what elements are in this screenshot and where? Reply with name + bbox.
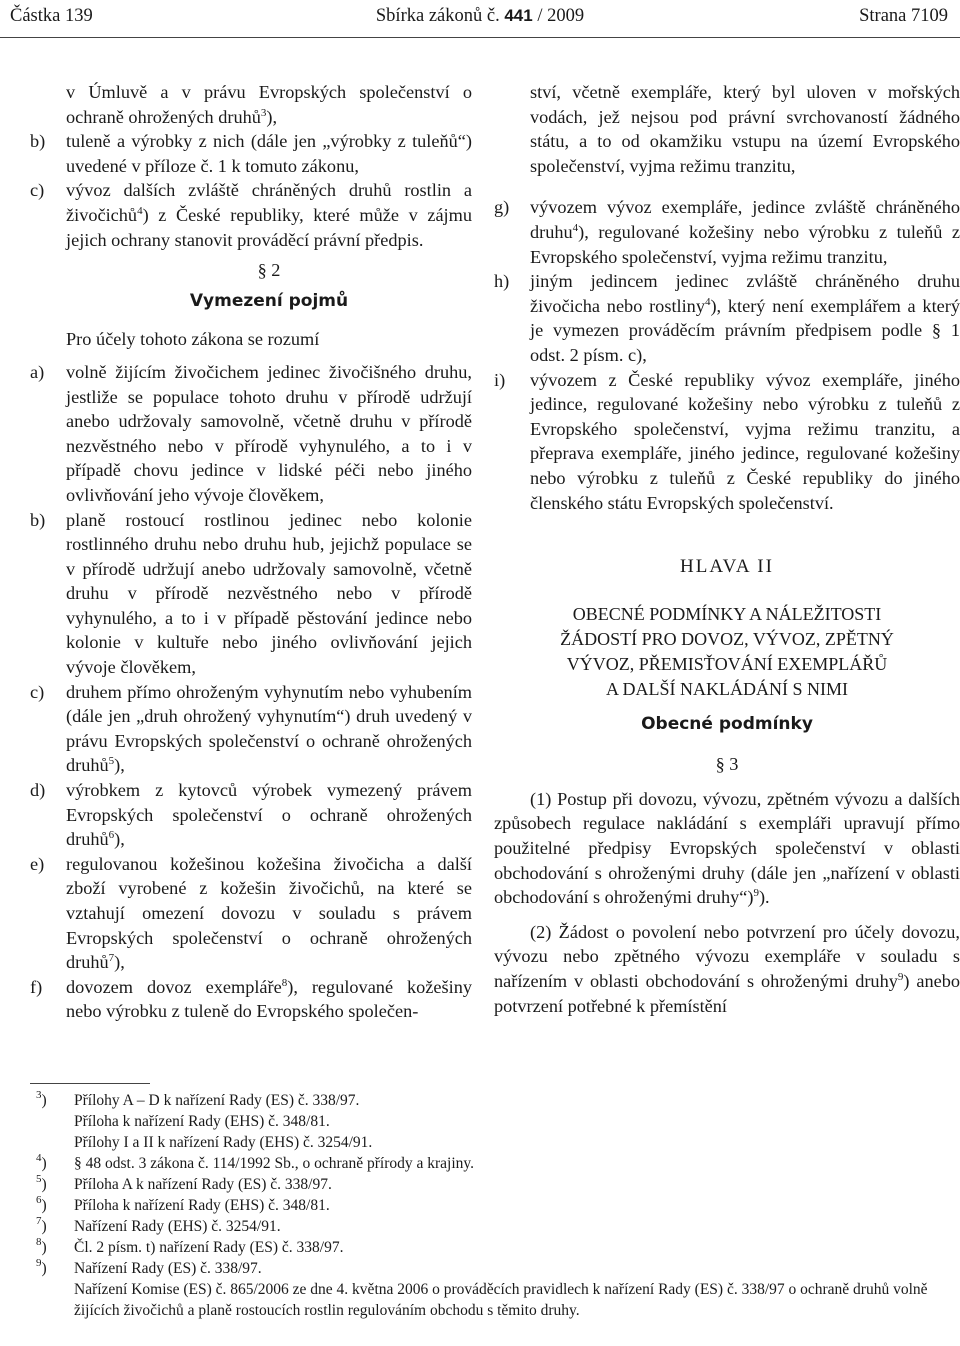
section-sign-3: § 3	[715, 754, 739, 775]
item-text	[530, 368, 960, 516]
item-text-a: regulovanou kožešinou kožešina živočicha a další zboží vyrobené z kožešin živočichů, na které se vztahují omezení dovozu v souladu s právem Evropských společenství o ochraně ohrožených druhů	[66, 853, 472, 973]
chapter-title	[494, 602, 960, 702]
paragraph-text: (2) Žádost o povolení nebo potvrzení pro účely dovozu, vývozu nebo zpětného vývozu exempláře v souladu s nařízením v oblasti obchodování s ohroženými druhy	[494, 921, 960, 992]
footnote-ref: 4	[572, 221, 579, 234]
footnote-line: Přílohy A – D k nařízení Rady (ES) č. 338/97.	[74, 1092, 360, 1109]
item-text	[530, 195, 960, 269]
chapter-title-line: ŽÁDOSTÍ PRO DOVOZ, VÝVOZ, ZPĚTNÝ	[560, 628, 894, 649]
footnote-ref: 4	[137, 204, 143, 217]
footnote-ref: 4	[704, 295, 711, 308]
item-label: e)	[30, 853, 45, 874]
collection-title	[0, 6, 960, 27]
footnote-body	[74, 1174, 956, 1195]
item-text-b: ), regulované kožešiny nebo výrobku z tuleně do Evropského společen-	[66, 976, 473, 1022]
item-label: b)	[30, 509, 46, 530]
item-text-a: dovozem dovoz exempláře	[66, 976, 282, 997]
footnote-item	[36, 1174, 956, 1195]
right-item-list	[494, 195, 960, 515]
footnote-ref: 7	[108, 952, 115, 965]
header-rule	[0, 37, 960, 38]
collection-year: / 2009	[532, 6, 585, 26]
collection-prefix: Sbírka zákonů č.	[375, 6, 505, 26]
footnote-ref: 9	[897, 971, 904, 984]
item-text	[66, 178, 472, 252]
footnote-ref: 5	[108, 755, 115, 768]
intro-text: v Úmluvě a v právu Evropských společenství o ochraně ohrožených druhů	[66, 82, 472, 127]
section-title: Vymezení pojmů	[189, 290, 349, 311]
definition-item	[30, 975, 472, 1024]
paragraph-tail: ).	[758, 887, 770, 908]
footnote-number: 4	[36, 1152, 42, 1164]
footnote-ref: 8	[281, 976, 288, 989]
item-text-b: ), který není exemplářem a který je vymezen prováděcím právním předpisem podle § 1 odst. 2 písm. c),	[530, 295, 960, 365]
footnote-line: Nařízení Rady (EHS) č. 3254/91.	[74, 1218, 281, 1235]
footnote-line: Nařízení Rady (ES) č. 338/97.	[74, 1260, 262, 1277]
footnote-item	[36, 1153, 956, 1174]
footnote-rule	[30, 1083, 150, 1084]
item-text	[66, 360, 472, 508]
footnote-body	[74, 1216, 956, 1237]
footnote-label: $^6$)	[36, 1194, 47, 1214]
definition-item	[30, 360, 472, 508]
footnote-ref: 6	[108, 829, 115, 842]
item-text-a: vývozem vývoz exempláře, jedince zvláště chráněného druhu	[530, 197, 960, 242]
item-text: tuleně a výrobky z nich (dále jen „výrobky z tuleňů“) uvedené v příloze č. 1 k tomuto zákonu,	[66, 131, 472, 176]
footnote-item	[36, 1090, 956, 1153]
issue-number: Částka 139	[10, 6, 93, 26]
left-column	[30, 80, 472, 1024]
item-text	[530, 269, 960, 367]
item-label: b)	[30, 131, 46, 152]
footnote-label: $^9$)	[36, 1257, 47, 1277]
footnote-label: $^7$)	[36, 1215, 47, 1235]
item-text-b: ), regulované kožešiny nebo výrobku z tuleňů z Evropského společenství, vyjma režimu tranzitu,	[530, 221, 960, 267]
footnote-ref: 3	[260, 106, 267, 119]
footnote-line: Příloha k nařízení Rady (EHS) č. 348/81.	[74, 1197, 330, 1214]
footnote-label: $^4$)	[36, 1152, 47, 1172]
footnote-line: Příloha k nařízení Rady (EHS) č. 348/81.	[74, 1113, 330, 1130]
page-header	[0, 0, 960, 36]
item-text-a: jiným jedincem jedinec zvláště chráněného druhu živočicha nebo rostliny	[530, 271, 960, 316]
footnotes	[36, 1090, 956, 1321]
chapter-title-line: A DALŠÍ NAKLÁDÁNÍ S NIMI	[606, 678, 848, 699]
item-text-a: volně žijícím živočichem jedinec živočišného druhu, jestliže se populace tohoto druhu v přírodě udržují anebo udržovaly samovolně, včetně druhu v přírodě nezvěstného nebo v přírodě vyhynulého, a to i v případě chovu jedince v lidské péči nebo jiného ovlivňování jeho vývoje člověkem,	[66, 361, 472, 505]
definition-item	[30, 778, 472, 852]
subheading: Obecné podmínky	[641, 713, 813, 734]
item-label: d)	[30, 780, 46, 801]
footnote-body	[74, 1090, 956, 1153]
footnote-item	[36, 1237, 956, 1258]
footnote-body	[74, 1258, 956, 1321]
footnote-number: 3	[36, 1089, 42, 1101]
chapter-heading: HLAVA II	[680, 556, 774, 578]
item-label: g)	[494, 197, 510, 218]
list-item-c	[30, 178, 472, 252]
item-text-b: ) z České republiky, které může v zájmu jejich ochrany stanovit prováděcí právní předpis.	[66, 204, 472, 250]
footnote-label: $^5$)	[36, 1173, 47, 1193]
item-text-a: vývozem z České republiky vývoz exempláře, jiného jedince, regulované kožešiny nebo výrobku z tuleňů z Evropského společenství, vyjma režimu tranzitu, a přeprava exempláře, jiného jedince, regulované kožešiny nebo výrobku z tuleňů z České republiky do jiného členského státu Evropských společenství.	[530, 369, 960, 513]
paragraph-1	[494, 787, 960, 910]
item-label: i)	[494, 369, 506, 390]
item-text-a: druhem přímo ohroženým vyhynutím nebo vyhubením (dále jen „druh ohrožený vyhynutím“) druh uvedený v právu Evropských společenství o ochraně ohrožených druhů	[66, 681, 472, 776]
law-number: 441	[504, 6, 533, 25]
footnote-line: § 48 odst. 3 zákona č. 114/1992 Sb., o ochraně přírody a krajiny.	[74, 1155, 475, 1172]
item-text	[66, 778, 472, 852]
definition-item	[30, 680, 472, 778]
section-intro: Pro účely tohoto zákona se rozumí	[66, 329, 320, 350]
item-text	[66, 680, 472, 778]
item-text-a: výrobkem z kytovců výrobek vymezený právem Evropských společenství o ochraně ohrožených druhů	[66, 780, 472, 850]
definition-item	[494, 195, 960, 269]
paragraph-tail: ) anebo potvrzení potřebné k přemístění	[494, 971, 960, 1016]
definition-item	[30, 508, 472, 680]
item-label: f)	[30, 976, 43, 997]
item-label: c)	[30, 681, 45, 702]
footnote-ref: 9	[753, 887, 759, 900]
item-text	[66, 508, 472, 680]
item-text	[66, 975, 472, 1024]
footnote-item	[36, 1216, 956, 1237]
chapter-title-line: OBECNÉ PODMÍNKY A NÁLEŽITOSTI	[572, 603, 882, 624]
right-continuation: ství, včetně exempláře, který byl uloven v mořských vodách, jež nejsou pod právní svrchovaností žádného státu, a to od okamžiku vstupu na území Evropského společenství, vyjma režimu tranzitu,	[530, 82, 960, 176]
footnote-body	[74, 1237, 956, 1258]
definition-item	[494, 269, 960, 367]
footnote-line: Čl. 2 písm. t) nařízení Rady (ES) č. 338/97.	[74, 1239, 344, 1256]
footnote-item	[36, 1195, 956, 1216]
footnote-item	[36, 1258, 956, 1321]
item-text	[66, 852, 472, 975]
item-label: a)	[30, 361, 45, 382]
footnote-number: 7	[36, 1215, 42, 1227]
footnote-number: 9	[36, 1257, 42, 1269]
footnote-body	[74, 1153, 956, 1174]
item-text-b: ),	[114, 755, 125, 776]
footnote-label: $^3$)	[36, 1089, 47, 1109]
page-number: Strana 7109	[859, 6, 948, 26]
footnote-line: Nařízení Komise (ES) č. 865/2006 ze dne 4. května 2006 o prováděcích pravidlech k nařízení Rady (ES) č. 338/97 o ochraně druhů volně žijících živočichů a planě rostoucích rostlin regulováním obchodu s těmito druhy.	[74, 1281, 928, 1319]
footnote-line: Přílohy I a II k nařízení Rady (EHS) č. 3254/91.	[74, 1134, 373, 1151]
footnote-line: Příloha A k nařízení Rady (ES) č. 338/97.	[74, 1176, 332, 1193]
item-text-a: planě rostoucí rostlinou jedinec nebo kolonie rostlinného druhu nebo druhu hub, jejichž populace se v přírodě udržují anebo udržovaly samovolně, včetně druhu v přírodě nezvěstného nebo v přírodě vyhynulého, a to i v případě pěstování jedince nebo kolonie v kultuře nebo jiného ovlivňování jejich vývoje člověkem,	[66, 509, 472, 678]
item-label: c)	[30, 180, 45, 201]
footnote-label: $^8$)	[36, 1236, 47, 1256]
paragraph-text: (1) Postup při dovozu, vývozu, zpětném vývozu a dalších způsobech regulace nakládání s exempláři upravují přímo použitelné předpisy Evropských společenství v oblasti obchodování s ohroženými druhy (dále jen „nařízení v oblasti obchodování s ohroženými druhy“)	[494, 788, 960, 908]
definition-list	[30, 360, 472, 1024]
intro-tail: ),	[266, 106, 278, 127]
paragraph-2	[494, 920, 960, 1018]
definition-item	[30, 852, 472, 975]
intro-continuation	[30, 80, 472, 129]
chapter-title-line: VÝVOZ, PŘEMISŤOVÁNÍ EXEMPLÁŘŮ	[566, 653, 888, 674]
definition-item	[494, 368, 960, 516]
list-item-b	[30, 129, 472, 178]
item-text-b: ),	[114, 952, 125, 973]
footnote-body	[74, 1195, 956, 1216]
item-label: h)	[494, 271, 510, 292]
item-text-a: vývoz dalších zvláště chráněných druhů rostlin a živočichů	[66, 180, 472, 225]
section-sign: § 2	[257, 260, 281, 281]
footnote-number: 8	[36, 1236, 42, 1248]
footnote-number: 6	[36, 1194, 42, 1206]
footnote-number: 5	[36, 1173, 42, 1185]
right-column	[494, 80, 960, 1018]
item-text-b: ),	[114, 829, 125, 850]
